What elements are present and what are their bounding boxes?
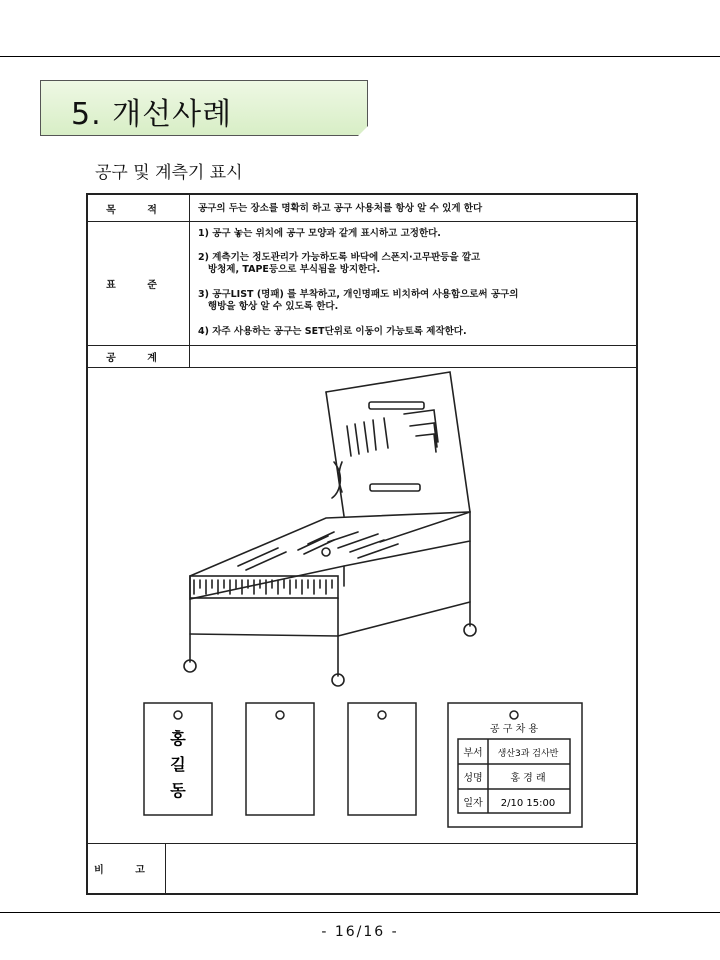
section-subtitle: 공구 및 계측기 표시: [95, 163, 243, 183]
standard-label: 표 준: [88, 222, 190, 345]
top-rule: [0, 56, 720, 57]
purpose-text: 공구의 두는 장소를 명확히 하고 공구 사용처를 항상 알 수 있게 한다: [198, 203, 483, 214]
card-row-label-3: 일자: [463, 798, 483, 809]
remarks-row: [88, 843, 636, 893]
purpose-row: [88, 195, 636, 222]
title-banner: [40, 80, 368, 136]
standard-row: [88, 222, 636, 346]
scanned-form: [86, 193, 638, 895]
tag-name-char-2: 길: [170, 755, 186, 774]
pattern-row: [88, 346, 636, 368]
tool-cart-drawing: [88, 366, 636, 846]
tag-name-char-3: 동: [170, 781, 186, 800]
card-row-value-2: 홍 경 래: [510, 773, 546, 784]
pattern-label: 공 계: [88, 346, 190, 367]
card-row-label-1: 부서: [463, 748, 483, 759]
tag-name-char-1: 홍: [170, 729, 186, 748]
purpose-label: 목 적: [88, 195, 190, 221]
page-title: 5. 개선사례: [71, 97, 233, 132]
bottom-rule: [0, 912, 720, 913]
card-row-label-2: 성명: [463, 773, 483, 784]
page-number: - 16/16 -: [321, 924, 399, 940]
card-row-value-3: 2/10 15:00: [500, 798, 556, 809]
card-row-value-1: 생산3과 검사반: [497, 749, 559, 759]
standard-item-4: 4) 자주 사용하는 공구는 SET단위로 이동이 가능토록 제작한다.: [198, 326, 467, 337]
standard-item-2: 2) 계측기는 정도관리가 가능하도록 바닥에 스폰지·고무판등을 깔고 방청제, TAPE등으로 부식됨을 방지한다.: [198, 252, 481, 275]
standard-item-3: 3) 공구LIST (명패) 를 부착하고, 개인명패도 비치하여 사용함으로써 공구의 행방을 항상 알 수 있도록 한다.: [198, 289, 519, 312]
remarks-label: 비 고: [88, 844, 166, 893]
card-title: 공 구 차 용: [489, 724, 539, 735]
tool-cart-illustration: [88, 366, 636, 846]
standard-item-1: 1) 공구 놓는 위치에 공구 모양과 같게 표시하고 고정한다.: [198, 228, 441, 239]
